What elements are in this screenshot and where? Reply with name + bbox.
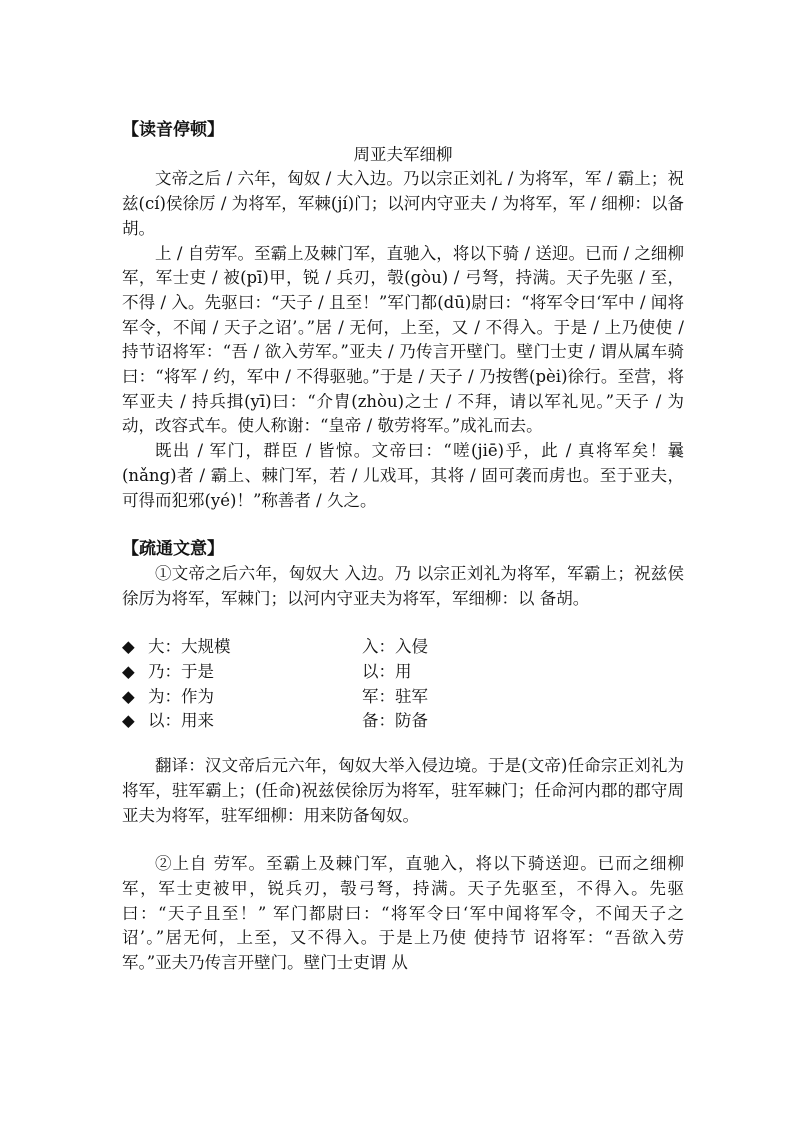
vocab-term: 大：大规模 bbox=[148, 637, 231, 657]
diamond-bullet-icon: ◆ bbox=[122, 686, 135, 706]
vocab-term: 乃：于是 bbox=[148, 662, 214, 682]
diamond-bullet-icon: ◆ bbox=[122, 711, 135, 731]
vocab-term: 备：防备 bbox=[362, 711, 428, 731]
diamond-bullet-icon: ◆ bbox=[122, 662, 135, 682]
vocab-term: 以：用 bbox=[362, 662, 412, 682]
vocab-list bbox=[122, 635, 684, 734]
meaning-paragraph-2: ②上自 劳军。至霸上及棘门军，直驰入，将以下骑送迎。已而之细柳军，军士吏被甲，锐兵刃，彀弓弩，持满。天子先驱至，不得入。先驱曰：“天子且至！” 军门都尉曰：“将军令曰‘军中闻将军令，不闻天子之诏’。”居无何，上至，又不得入。于是上乃使 使持节 诏将军：“吾欲入劳军。”亚夫乃传言开壁门。壁门士吏谓 从 bbox=[122, 854, 684, 973]
vocab-row bbox=[122, 635, 684, 660]
vocab-term: 以：用来 bbox=[148, 711, 214, 731]
vocab-row bbox=[122, 709, 684, 734]
vocab-term: 军：驻军 bbox=[362, 686, 428, 706]
meaning-paragraph-1: ①文帝之后六年，匈奴大 入边。乃 以宗正刘礼为将军，军霸上；祝兹侯徐厉为将军，军棘门；以河内守亚夫为将军，军细柳：以 备胡。 bbox=[122, 563, 684, 608]
vocab-row bbox=[122, 660, 684, 685]
vocab-term: 为：作为 bbox=[148, 686, 214, 706]
reading-paragraph-1: 文帝之后 / 六年，匈奴 / 大入边。乃以宗正刘礼 / 为将军，军 / 霸上；祝兹(cí)侯徐厉 / 为将军，军棘(jí)门；以河内守亚夫 / 为将军，军 / 细柳：以备胡。 bbox=[122, 169, 684, 238]
vocab-row bbox=[122, 685, 684, 710]
section-heading-meaning: 【疏通文意】 bbox=[122, 539, 224, 560]
diamond-bullet-icon: ◆ bbox=[122, 637, 135, 657]
document-body bbox=[122, 118, 684, 976]
section-heading-reading: 【读音停顿】 bbox=[122, 120, 224, 140]
text-title: 周亚夫军细柳 bbox=[353, 144, 453, 164]
reading-paragraph-2: 上 / 自劳军。至霸上及棘门军，直驰入，将以下骑 / 送迎。已而 / 之细柳军，军士吏 / 被(pī)甲，锐 / 兵刃，彀(gòu) / 弓弩，持满。天子先驱 / 至，不得 / 入。先驱曰：“天子 / 且至！”军门都(dū)尉曰：“将军令曰‘军中 / 闻将军令，不闻 / 天子之诏’。”居 / 无何，上至，又 / 不得入。于是 / 上乃使使 / 持节诏将军：“吾 / 欲入劳军。”亚夫 / 乃传言开壁门。壁门士吏 / 谓从属车骑曰：“将军 / 约，军中 / 不得驱驰。”于是 / 天子 / 乃按辔(pèi)徐行。至营，将军亚夫 / 持兵揖(yī)曰：“介胄(zhòu)之士 / 不拜，请以军礼见。”天子 / 为动，改容式车。使人称谢：“皇帝 / 敬劳将军。”成礼而去。 bbox=[122, 243, 684, 436]
translation-paragraph: 翻译：汉文帝后元六年，匈奴大举入侵边境。于是(文帝)任命宗正刘礼为将军，驻军霸上；(任命)祝兹侯徐厉为将军，驻军棘门；任命河内郡的郡守周亚夫为将军，驻军细柳：用来防备匈奴。 bbox=[122, 756, 684, 825]
vocab-term: 入：入侵 bbox=[362, 637, 428, 657]
reading-paragraph-3: 既出 / 军门，群臣 / 皆惊。文帝曰：“嗟(jiē)乎，此 / 真将军矣！曩(nǎng)者 / 霸上、棘门军，若 / 儿戏耳，其将 / 固可袭而虏也。至于亚夫，可得而犯邪(yé)！”称善者 / 久之。 bbox=[122, 441, 684, 510]
